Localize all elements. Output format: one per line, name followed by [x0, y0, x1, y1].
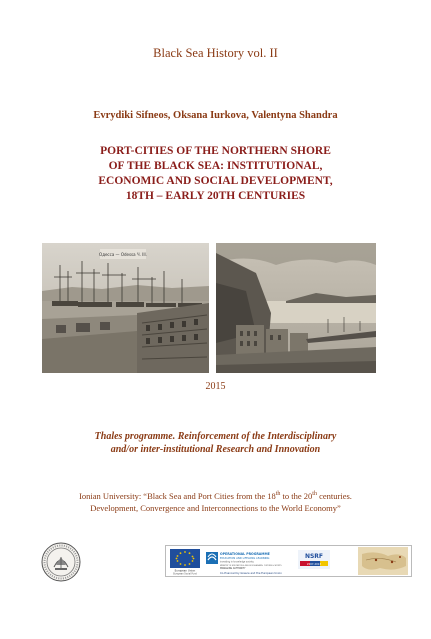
old-map-image [358, 547, 408, 575]
programme-label: OPERATIONAL PROGRAMME [220, 552, 270, 556]
nsrf-years-label: 2007-2013 [306, 563, 322, 566]
cofinanced-label: Co-financed by Greece and the European Union [220, 572, 282, 575]
investing-label: investing in knowledge society [220, 560, 254, 564]
harbor-photo-right [216, 243, 376, 373]
title-line: OF THE BLACK SEA: INSTITUTIONAL, [108, 160, 323, 172]
funding-logos-strip [165, 545, 412, 577]
esf-label: European Social Fund [173, 572, 197, 576]
operational-programme-logo [206, 552, 218, 564]
nsrf-label: NSRF [304, 553, 324, 560]
managing-label: MANAGING AUTHORITY [220, 567, 246, 570]
programme-sub-label: EDUCATION AND LIFELONG LEARNING [220, 557, 270, 560]
title-line: PORT-CITIES OF THE NORTHERN SHORE [100, 145, 331, 157]
seal-icon [40, 541, 82, 583]
bay-city-engraving [216, 243, 376, 373]
photo-caption: Одесса — Odessa Ч. III. [99, 252, 147, 257]
publication-year: 2015 [205, 381, 226, 392]
harbor-ships-image [42, 243, 209, 373]
programme-statement [0, 430, 431, 456]
eu-flag-icon [170, 549, 200, 568]
university-seal-logo [40, 541, 82, 583]
series-title: Black Sea History vol. II [153, 46, 278, 60]
authors: Evrydiki Sifneos, Oksana Iurkova, Valentyna Shandra [93, 110, 338, 121]
programme-line: Thales programme. Reinforcement of the Interdisciplinary [94, 431, 337, 442]
title-line: ECONOMIC AND SOCIAL DEVELOPMENT, [98, 175, 333, 187]
book-title [40, 144, 391, 204]
university-line-1: Ionian University: “Black Sea and Port Cities from the 18th to the 20th centuries. [79, 490, 352, 501]
ministry-label: MINISTRY OF EDUCATION & RELIGIOUS AFFAIRS, CULTURE & SPORTS [220, 565, 282, 567]
funding-logos [166, 546, 411, 576]
university-project [0, 488, 431, 514]
harbor-photo-left [42, 243, 209, 373]
eu-label: European Union [174, 569, 196, 573]
university-line-2: Development, Convergence and Interconnections to the World Economy” [90, 502, 341, 513]
title-line: 18TH – EARLY 20TH CENTURIES [125, 190, 306, 202]
programme-line: and/or inter-institutional Research and Innovation [110, 444, 321, 455]
